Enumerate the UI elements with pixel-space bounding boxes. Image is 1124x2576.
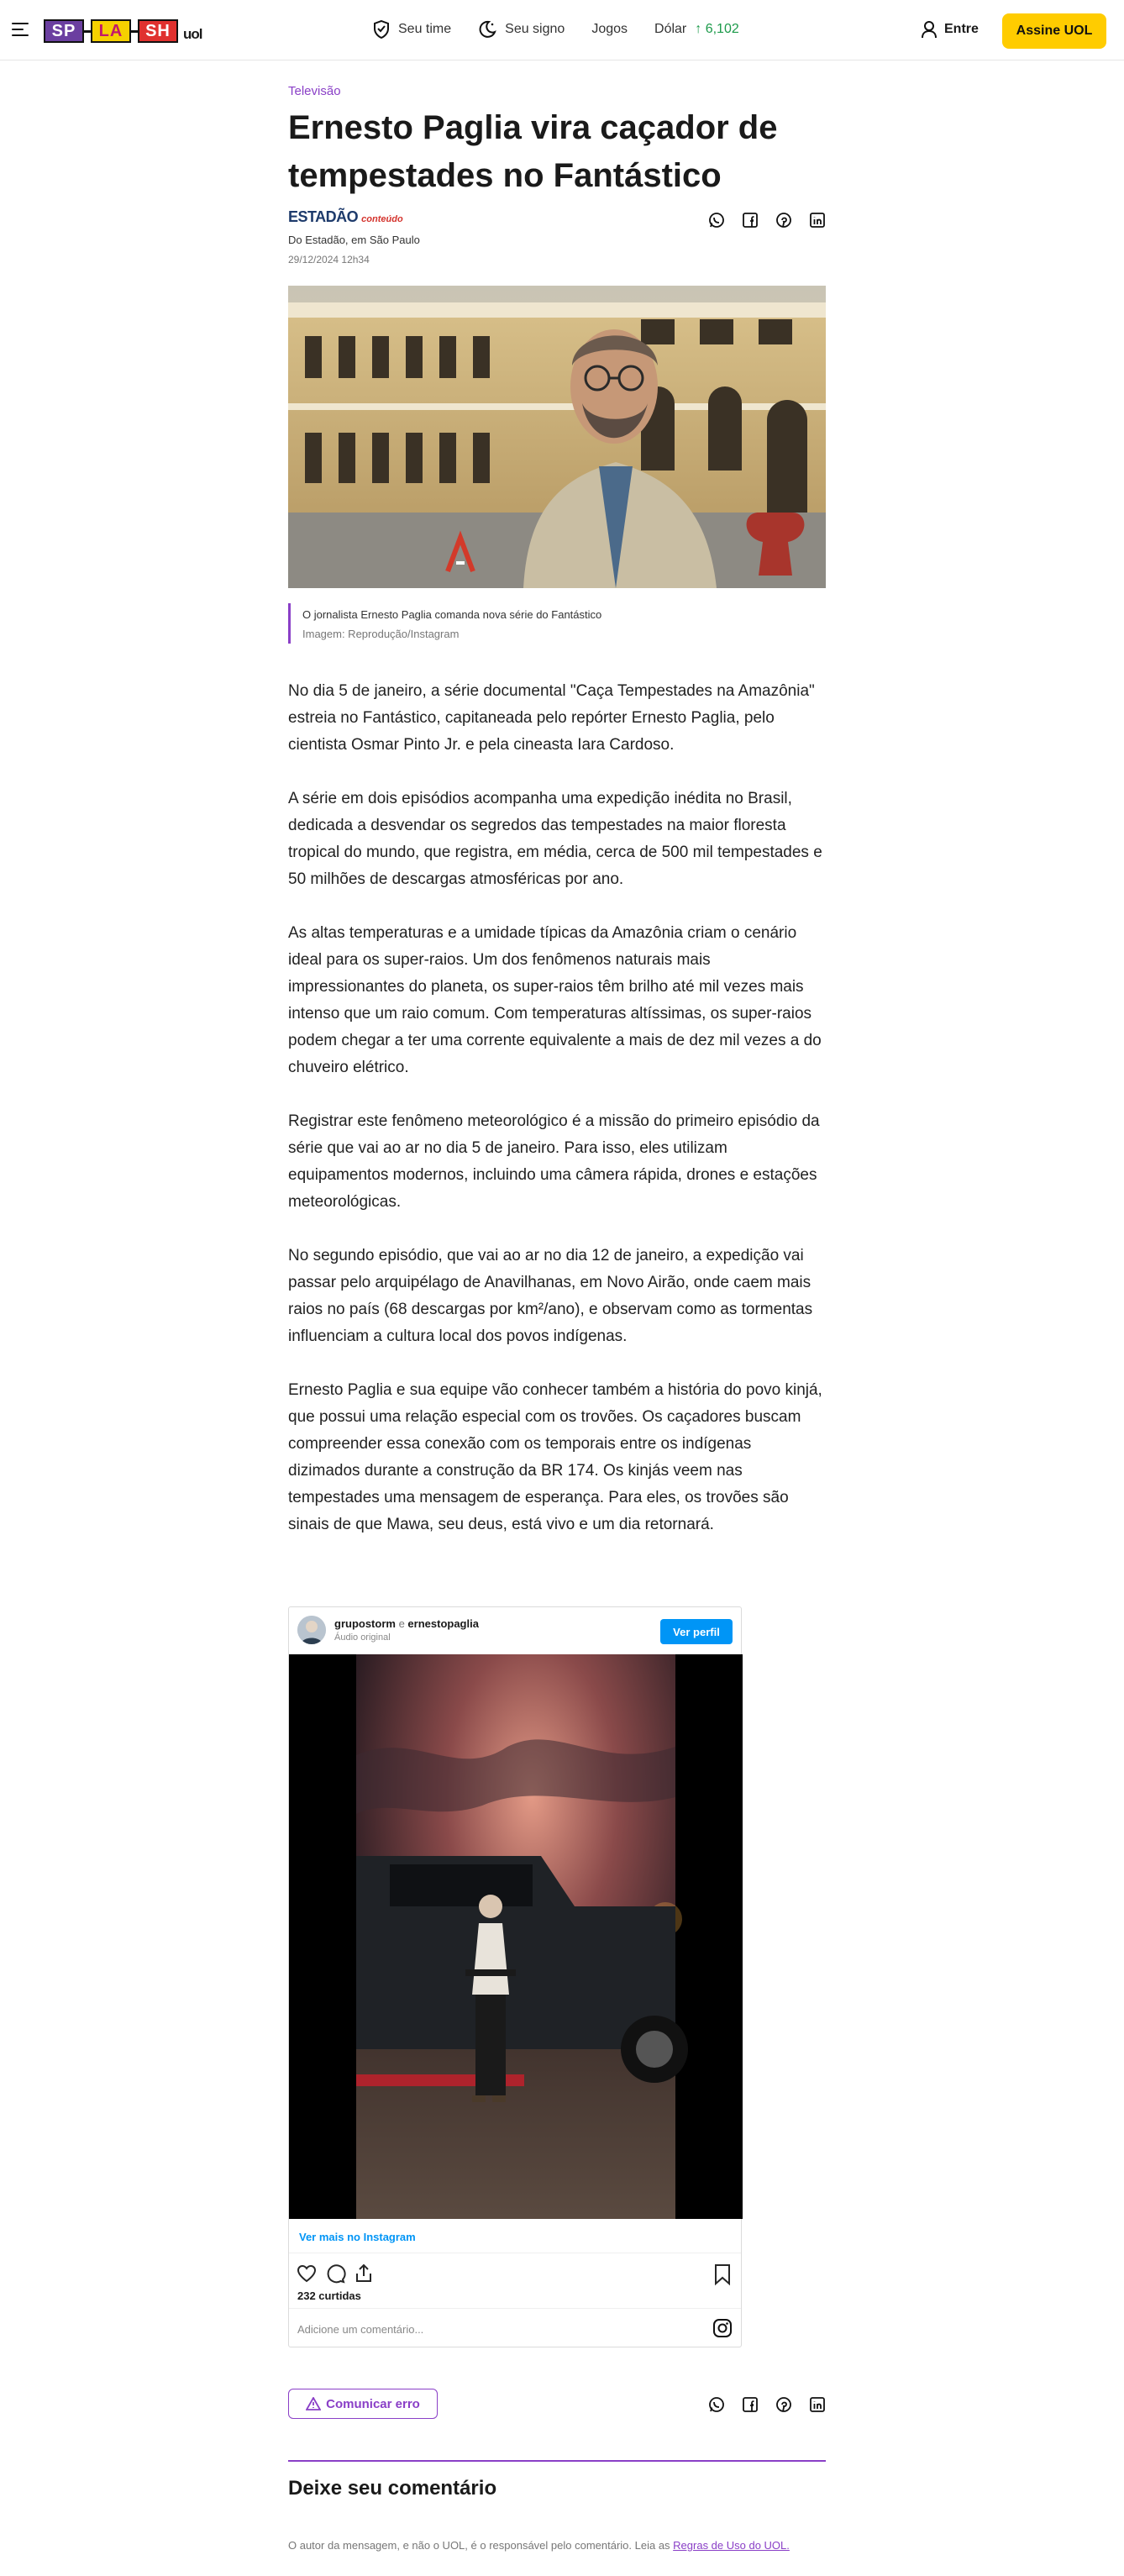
site-header <box>0 0 1124 60</box>
moon-icon <box>478 20 496 39</box>
logo-suffix: uol <box>183 26 202 42</box>
caption-credit: Imagem: Reprodução/Instagram <box>302 628 460 640</box>
paragraph: No dia 5 de janeiro, a série documental "Caça Tempestades na Amazônia" estreia no Fantástico, capitaneada pelo repórter Ernesto Paglia, pelo cientista Osmar Pinto Jr. e pela cineasta Iara Cardoso. <box>288 682 815 754</box>
article-photo[interactable] <box>288 286 826 588</box>
avatar[interactable] <box>297 1616 326 1644</box>
instagram-comment-input[interactable]: Adicione um comentário... <box>297 2323 424 2336</box>
comment-icon[interactable] <box>324 2263 346 2289</box>
article-kicker[interactable]: Televisão <box>288 84 341 98</box>
share-icon[interactable] <box>353 2263 375 2289</box>
view-profile-button[interactable]: Ver perfil <box>660 1619 733 1644</box>
instagram-user: ernestopaglia <box>407 1617 479 1630</box>
usage-rules-link[interactable]: Regras de Uso do UOL. <box>673 2539 790 2552</box>
nav-item-label: Seu time <box>398 22 452 36</box>
source-name: ESTADÃO <box>288 208 359 225</box>
logo-block: SP <box>44 19 84 43</box>
login-button[interactable] <box>921 20 979 39</box>
article-body <box>288 678 826 1565</box>
source-tag: conteúdo <box>361 214 403 224</box>
instagram-usernames[interactable] <box>334 1617 479 1630</box>
see-more-instagram-link[interactable]: Ver mais no Instagram <box>299 2231 416 2243</box>
logo-block: LA <box>91 19 131 43</box>
facebook-icon[interactable] <box>742 212 759 229</box>
menu-icon[interactable] <box>12 23 29 38</box>
paragraph: A série em dois episódios acompanha uma expedição inédita no Brasil, dedicada a desvendar os segredos das tempestades na maior floresta tropical do mundo, que registra, em média, cerca de 500 mil tempestades e 50 milhões de descargas atmosféricas por ano. <box>288 790 822 888</box>
report-error-label: Comunicar erro <box>326 2396 420 2411</box>
photo-caption <box>288 603 601 644</box>
logo-block: SH <box>138 19 178 43</box>
nav-item-label: Jogos <box>591 22 628 36</box>
instagram-actions <box>296 2263 381 2289</box>
warning-icon <box>306 2397 321 2410</box>
comments-title: Deixe seu comentário <box>288 2477 497 2500</box>
dolar-label: Dólar <box>654 22 687 36</box>
paragraph: No segundo episódio, que vai ao ar no dia 12 de janeiro, a expedição vai passar pelo arquipélago de Anavilhanas, em Novo Airão, onde caem mais raios no país (68 descargas por km²/ano), e observam como as tormentas influenciam a cultura local dos povos indígenas. <box>288 1247 813 1345</box>
bookmark-icon[interactable] <box>712 2263 733 2290</box>
top-nav <box>373 20 739 39</box>
caption-text: O jornalista Ernesto Paglia comanda nova série do Fantástico <box>302 608 602 621</box>
likes-count: 232 curtidas <box>297 2289 361 2302</box>
instagram-embed <box>288 1606 742 2347</box>
arrow-up-icon: ↑ <box>695 22 702 36</box>
paragraph: Registrar este fenômeno meteorológico é a missão do primeiro episódio da série que vai ao ar no dia 5 de janeiro. Para isso, eles utilizam equipamentos modernos, incluindo uma câmera rápida, drones e estações meteorológicas. <box>288 1112 820 1211</box>
instagram-audio: Áudio original <box>334 1632 391 1643</box>
shield-icon <box>373 20 390 39</box>
comments-note <box>288 2536 826 2555</box>
instagram-icon[interactable] <box>712 2318 733 2342</box>
nav-item-seu-time[interactable] <box>373 20 451 39</box>
article-date: 29/12/2024 12h34 <box>288 254 370 265</box>
instagram-joiner: e <box>395 1617 408 1630</box>
linkedin-icon[interactable] <box>809 2396 826 2413</box>
linkedin-icon[interactable] <box>809 212 826 229</box>
facebook-icon[interactable] <box>742 2396 759 2413</box>
user-icon <box>921 20 938 39</box>
paragraph: Ernesto Paglia e sua equipe vão conhecer também a história do povo kinjá, que possui uma relação especial com os trovões. Os caçadores buscam compreender essa conexão com os temporais entre os indígenas dizimados durante a construção da BR 174. Os kinjás veem nas tempestades uma mensagem de esperança. Para eles, os trovões são sinais de que Mawa, seu deus, está vivo e um dia retornará. <box>288 1381 822 1533</box>
instagram-user: grupostorm <box>334 1617 396 1630</box>
paragraph: As altas temperaturas e a umidade típicas da Amazônia criam o cenário ideal para os super-raios. Um dos fenômenos naturais mais impressionantes do planeta, os super-raios têm brilho até mil vezes mais intenso que um raio comum. Com temperaturas altíssimas, os super-raios podem chegar a ter uma corrente equivalente a mais de dez mil vezes a do chuveiro elétrico. <box>288 924 822 1076</box>
dolar-quote[interactable] <box>654 22 739 37</box>
article-byline: Do Estadão, em São Paulo <box>288 234 420 246</box>
pinterest-icon[interactable] <box>775 212 792 229</box>
whatsapp-icon[interactable] <box>708 2396 725 2413</box>
heart-icon[interactable] <box>296 2263 318 2289</box>
nav-item-label: Seu signo <box>505 22 565 36</box>
login-label: Entre <box>944 22 979 36</box>
share-bar <box>691 212 826 229</box>
whatsapp-icon[interactable] <box>708 212 725 229</box>
instagram-video[interactable] <box>289 1654 743 2219</box>
comments-note-text: O autor da mensagem, e não o UOL, é o responsável pelo comentário. Leia as <box>288 2539 674 2552</box>
article-title: Ernesto Paglia vira caçador de tempestades no Fantástico <box>288 109 778 194</box>
splash-uol-logo[interactable] <box>44 18 202 44</box>
nav-item-jogos[interactable] <box>591 22 628 37</box>
dolar-value: 6,102 <box>705 22 739 36</box>
report-error-button[interactable] <box>288 2389 438 2419</box>
nav-item-seu-signo[interactable] <box>478 20 565 39</box>
subscribe-button[interactable]: Assine UOL <box>1002 13 1106 49</box>
comments-divider <box>288 2460 826 2462</box>
source-logo <box>288 208 403 226</box>
share-bar-bottom <box>691 2396 826 2413</box>
pinterest-icon[interactable] <box>775 2396 792 2413</box>
